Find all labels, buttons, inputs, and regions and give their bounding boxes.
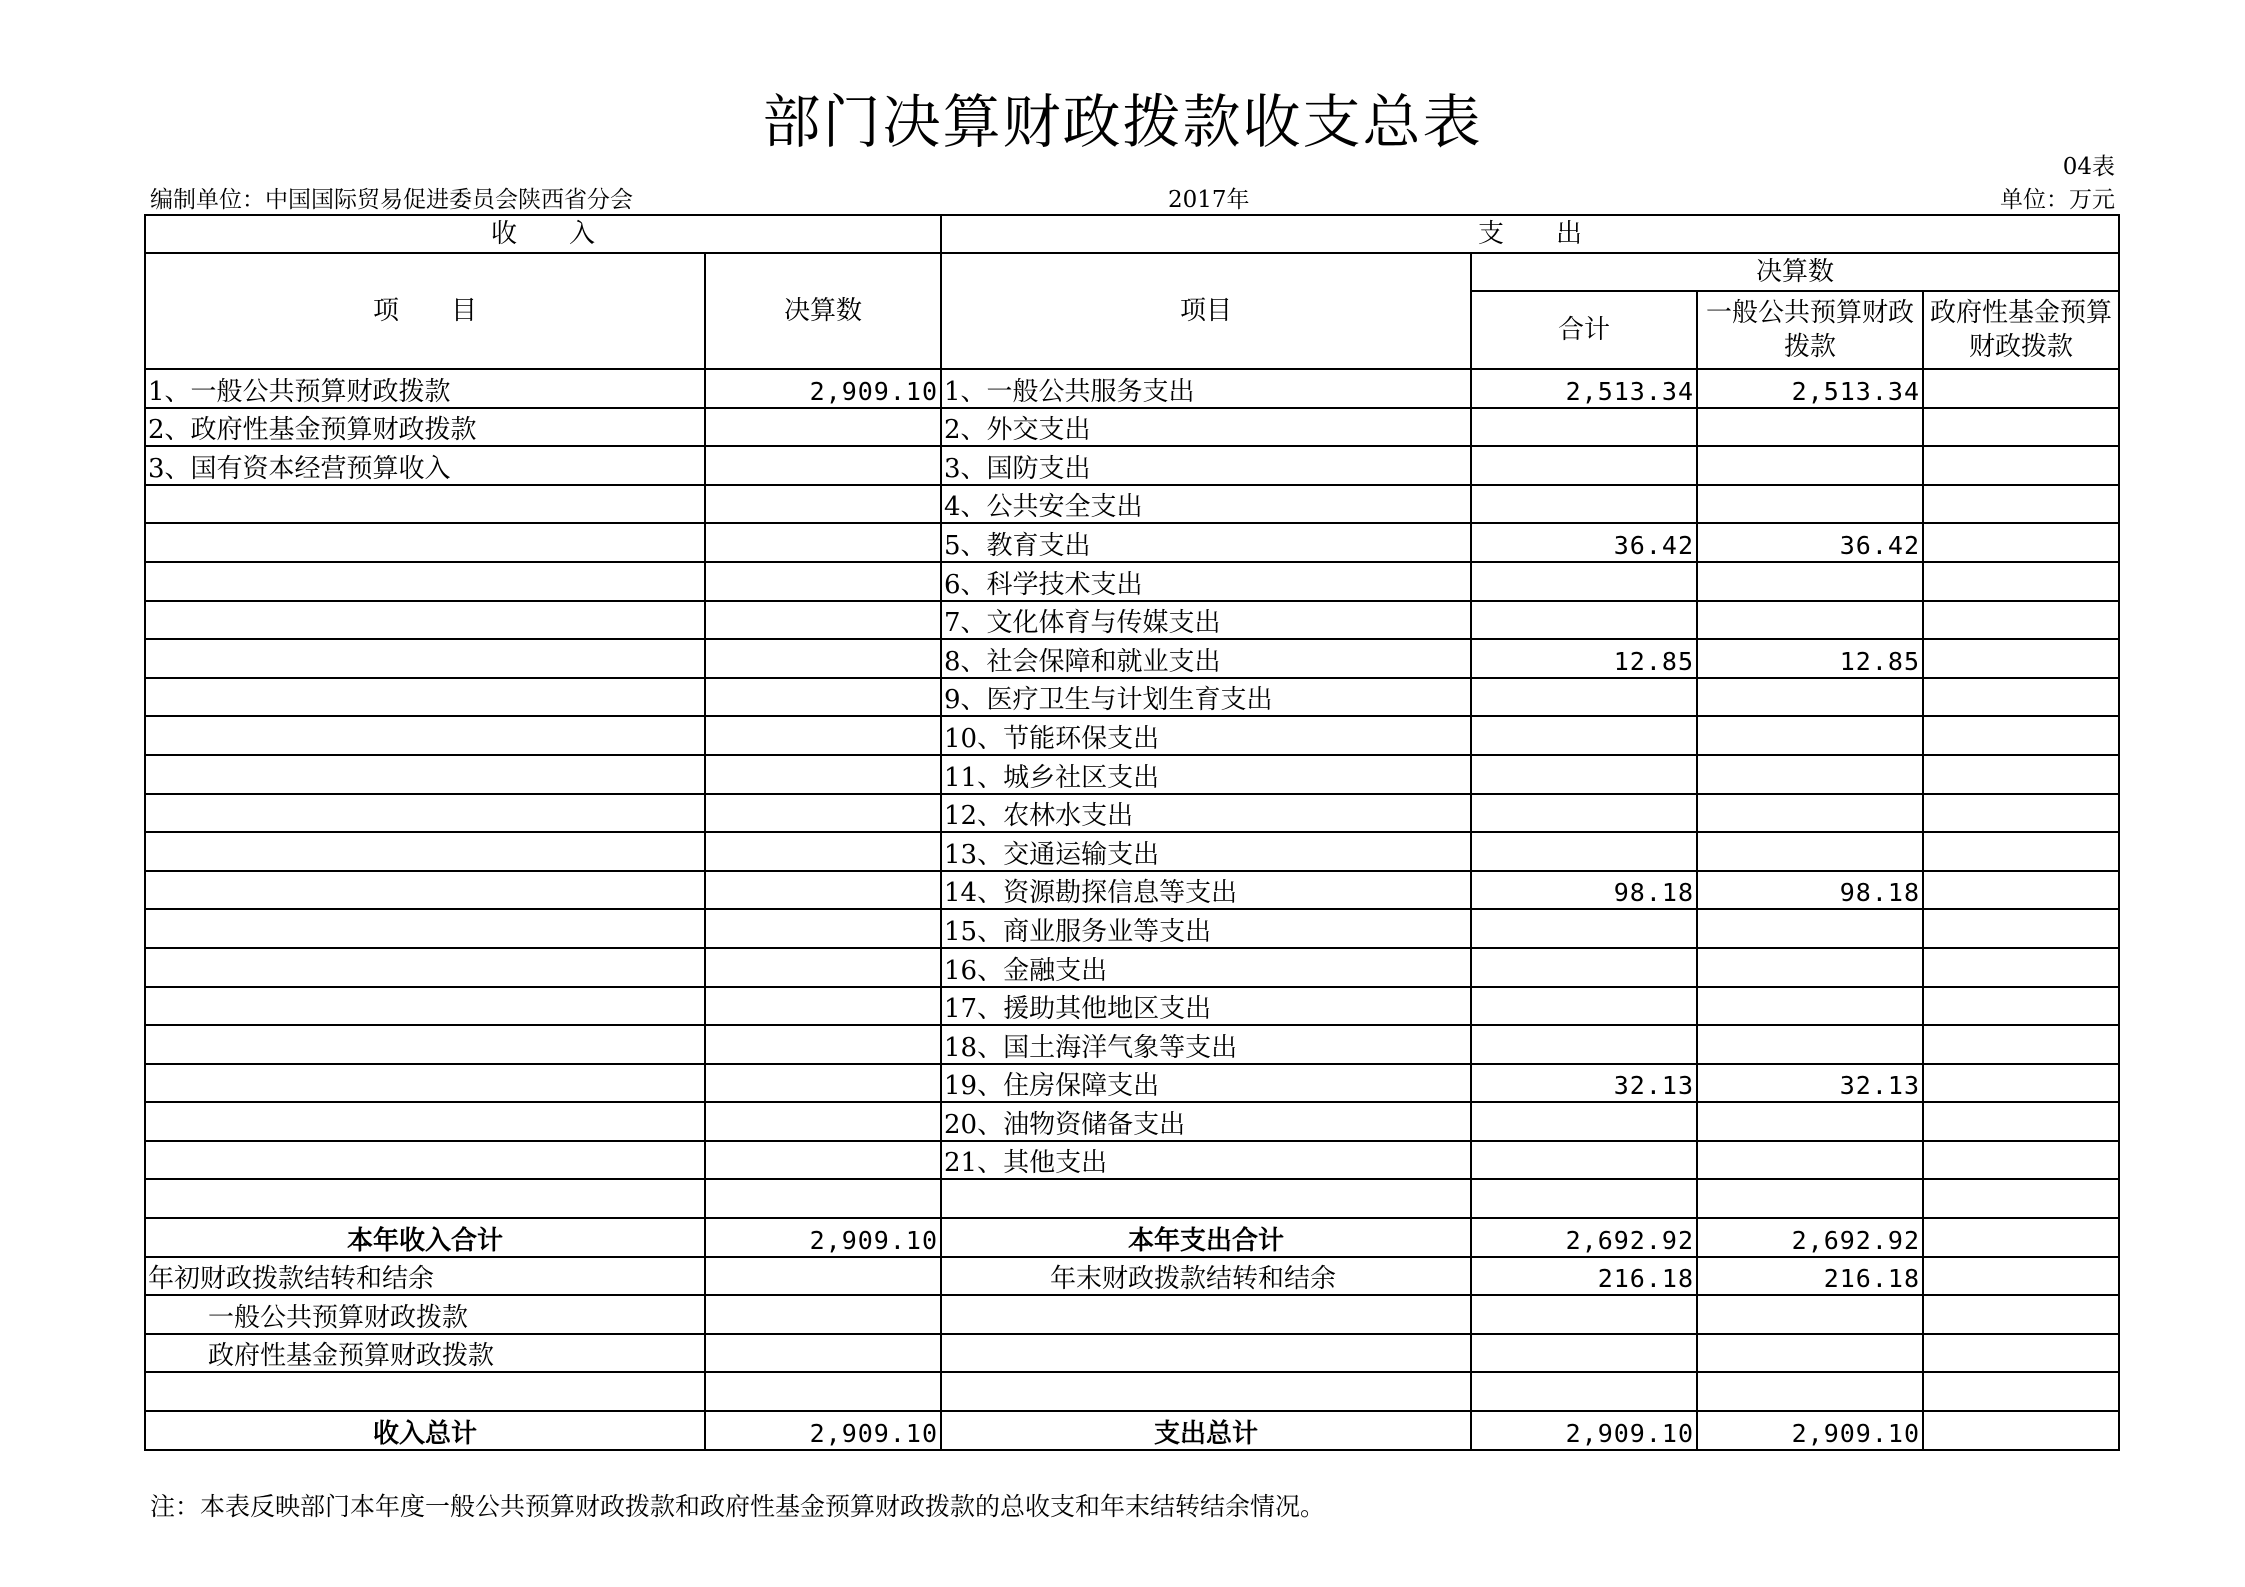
empty-cell [1697,1372,1923,1411]
carryover-fund-value [1923,1257,2119,1296]
table-row [145,1179,2119,1218]
income-item-cell [145,678,705,717]
expense-general-cell [1697,485,1923,524]
income-item-cell [145,832,705,871]
empty-cell [1697,1334,1923,1373]
expense-total-cell [1471,987,1697,1026]
expense-total-cell [1471,562,1697,601]
empty-cell [1471,1372,1697,1411]
income-item-cell [145,562,705,601]
income-value-cell [705,755,941,794]
gov-fund-header: 政府性基金预算财政拨款 [1923,291,2119,369]
carryover-sub-label: 政府性基金预算财政拨款 [145,1334,705,1373]
expense-item-cell: 18、国土海洋气象等支出 [941,1025,1471,1064]
income-item-cell [145,909,705,948]
expense-total-cell [1471,794,1697,833]
expense-item-cell: 20、油物资储备支出 [941,1102,1471,1141]
year-total-row [145,1218,2119,1257]
year-income-total-label: 本年收入合计 [145,1218,705,1257]
expense-general-cell: 32.13 [1697,1064,1923,1103]
table-row [145,1064,2119,1103]
expense-fund-cell [1923,909,2119,948]
income-value-cell [705,408,941,447]
expense-total-cell: 32.13 [1471,1064,1697,1103]
expense-general-cell: 2,513.34 [1697,369,1923,408]
income-value-cell [705,678,941,717]
income-value-cell [705,832,941,871]
expense-total-cell [1471,1102,1697,1141]
income-item-header: 项 目 [145,253,705,369]
expense-item-cell: 19、住房保障支出 [941,1064,1471,1103]
income-item-cell [145,794,705,833]
expense-item-cell: 6、科学技术支出 [941,562,1471,601]
expense-fund-cell [1923,639,2119,678]
expense-item-cell: 14、资源勘探信息等支出 [941,871,1471,910]
expense-total-cell [1471,408,1697,447]
expense-fund-cell [1923,678,2119,717]
table-row [145,485,2119,524]
income-item-cell [145,871,705,910]
carryover-row [145,1257,2119,1296]
expense-fund-cell [1923,601,2119,640]
income-value-cell [705,716,941,755]
expense-fund-cell [1923,369,2119,408]
income-item-cell [145,601,705,640]
expense-fund-cell [1923,485,2119,524]
income-item-cell [145,1025,705,1064]
carryover-general-value: 216.18 [1697,1257,1923,1296]
expense-fund-cell [1923,1141,2119,1180]
expense-total-cell [1471,1179,1697,1218]
carryover-income-label: 年初财政拨款结转和结余 [145,1257,705,1296]
empty-cell [1923,1334,2119,1373]
table-row [145,755,2119,794]
table-row [145,871,2119,910]
income-item-cell [145,523,705,562]
expense-total-cell [1471,755,1697,794]
table-row [145,716,2119,755]
expense-total-cell [1471,678,1697,717]
year-expense-general-value: 2,692.92 [1697,1218,1923,1257]
table-row [145,1141,2119,1180]
expense-item-cell: 15、商业服务业等支出 [941,909,1471,948]
income-value-cell [705,1102,941,1141]
expense-fund-cell [1923,794,2119,833]
expense-fund-cell [1923,716,2119,755]
empty-cell [1471,1295,1697,1334]
expense-total-cell: 98.18 [1471,871,1697,910]
table-row [145,948,2119,987]
expense-item-cell: 2、外交支出 [941,408,1471,447]
carryover-sub-value [705,1295,941,1334]
table-row [145,639,2119,678]
expense-general-cell [1697,987,1923,1026]
income-item-cell [145,1102,705,1141]
income-value-cell [705,485,941,524]
table-row [145,408,2119,447]
income-section-header: 收 入 [145,215,941,253]
table-row [145,987,2119,1026]
expense-fund-cell [1923,1102,2119,1141]
expense-general-cell [1697,948,1923,987]
expense-fund-cell [1923,987,2119,1026]
expense-total-cell [1471,716,1697,755]
table-row [145,909,2119,948]
expense-item-cell: 16、金融支出 [941,948,1471,987]
income-item-cell [145,948,705,987]
empty-cell [1923,1295,2119,1334]
income-value-cell [705,948,941,987]
expense-general-cell [1697,832,1923,871]
year-expense-fund-value [1923,1218,2119,1257]
empty-cell [705,1372,941,1411]
expense-item-cell: 21、其他支出 [941,1141,1471,1180]
grand-income-total-value: 2,909.10 [705,1411,941,1450]
empty-cell [941,1295,1471,1334]
empty-cell [1923,1372,2119,1411]
income-value-cell [705,601,941,640]
table-row [145,1372,2119,1411]
expense-general-cell [1697,678,1923,717]
grand-income-total-label: 收入总计 [145,1411,705,1450]
income-item-cell [145,639,705,678]
income-value-cell [705,1025,941,1064]
expense-item-cell: 8、社会保障和就业支出 [941,639,1471,678]
expense-general-cell [1697,909,1923,948]
grand-total-row [145,1411,2119,1450]
carryover-sub-row [145,1295,2119,1334]
income-value-cell: 2,909.10 [705,369,941,408]
year-income-total-value: 2,909.10 [705,1218,941,1257]
income-value-cell [705,446,941,485]
expense-general-cell: 98.18 [1697,871,1923,910]
expense-general-cell: 36.42 [1697,523,1923,562]
income-value-cell [705,1141,941,1180]
table-row [145,1025,2119,1064]
expense-fund-cell [1923,1064,2119,1103]
empty-cell [1471,1334,1697,1373]
table-row [145,678,2119,717]
expense-total-cell [1471,485,1697,524]
expense-fund-cell [1923,1025,2119,1064]
expense-general-cell [1697,794,1923,833]
table-code: 04表 [2062,154,2115,180]
empty-cell [145,1372,705,1411]
income-value-cell [705,794,941,833]
income-value-cell [705,871,941,910]
expense-fund-cell [1923,871,2119,910]
expense-item-cell: 13、交通运输支出 [941,832,1471,871]
income-item-cell [145,1141,705,1180]
income-item-cell [145,716,705,755]
expense-total-cell [1471,909,1697,948]
expense-total-cell [1471,832,1697,871]
expense-fund-cell [1923,832,2119,871]
footnote: 注：本表反映部门本年度一般公共预算财政拨款和政府性基金预算财政拨款的总收支和年末结转结余情况。 [150,1492,1326,1521]
year-expense-total-label: 本年支出合计 [941,1218,1471,1257]
expense-general-cell [1697,1179,1923,1218]
table-row [145,446,2119,485]
expense-general-cell: 12.85 [1697,639,1923,678]
expense-general-cell [1697,755,1923,794]
income-item-cell: 3、国有资本经营预算收入 [145,446,705,485]
expense-total-cell [1471,446,1697,485]
expense-item-cell: 1、一般公共服务支出 [941,369,1471,408]
page-title: 部门决算财政拨款收支总表 [762,88,1483,156]
expense-item-cell: 12、农林水支出 [941,794,1471,833]
table-row [145,562,2119,601]
expense-item-cell: 3、国防支出 [941,446,1471,485]
carryover-sub-label: 一般公共预算财政拨款 [145,1295,705,1334]
table-row [145,369,2119,408]
expense-general-cell [1697,716,1923,755]
grand-expense-general-value: 2,909.10 [1697,1411,1923,1450]
expense-total-cell [1471,948,1697,987]
income-item-cell [145,485,705,524]
grand-expense-total-value: 2,909.10 [1471,1411,1697,1450]
table-row [145,601,2119,640]
income-value-cell [705,1179,941,1218]
expense-general-cell [1697,1025,1923,1064]
table-row [145,832,2119,871]
expense-section-header: 支 出 [941,215,2119,253]
expense-fund-cell [1923,1179,2119,1218]
expense-item-cell: 5、教育支出 [941,523,1471,562]
expense-fund-cell [1923,408,2119,447]
expense-fund-cell [1923,446,2119,485]
table-row [145,794,2119,833]
budget-table [144,214,2120,1451]
empty-cell [1697,1295,1923,1334]
carryover-income-value [705,1257,941,1296]
expense-total-cell [1471,1141,1697,1180]
general-budget-header: 一般公共预算财政拨款 [1697,291,1923,369]
expense-total-cell: 12.85 [1471,639,1697,678]
income-value-cell [705,1064,941,1103]
expense-general-cell [1697,1141,1923,1180]
expense-general-cell [1697,408,1923,447]
expense-total-cell [1471,601,1697,640]
income-value-cell [705,909,941,948]
carryover-sub-value [705,1334,941,1373]
expense-fund-cell [1923,523,2119,562]
expense-total-cell [1471,1025,1697,1064]
grand-expense-total-label: 支出总计 [941,1411,1471,1450]
compiler-unit: 编制单位：中国国际贸易促进委员会陕西省分会 [150,187,633,213]
expense-item-cell: 7、文化体育与传媒支出 [941,601,1471,640]
expense-fund-cell [1923,948,2119,987]
expense-item-cell: 4、公共安全支出 [941,485,1471,524]
expense-item-cell: 17、援助其他地区支出 [941,987,1471,1026]
income-value-cell [705,639,941,678]
table-row [145,523,2119,562]
expense-fund-cell [1923,562,2119,601]
expense-general-cell [1697,446,1923,485]
carryover-sub-row [145,1334,2119,1373]
expense-total-cell: 36.42 [1471,523,1697,562]
income-item-cell: 1、一般公共预算财政拨款 [145,369,705,408]
expense-item-cell: 9、医疗卫生与计划生育支出 [941,678,1471,717]
income-item-cell: 2、政府性基金预算财政拨款 [145,408,705,447]
final-amount-group-header: 决算数 [1471,253,2119,291]
income-amount-header: 决算数 [705,253,941,369]
income-value-cell [705,987,941,1026]
table-row [145,1102,2119,1141]
income-item-cell [145,987,705,1026]
total-header: 合计 [1471,291,1697,369]
grand-expense-fund-value [1923,1411,2119,1450]
empty-cell [941,1372,1471,1411]
empty-cell [941,1334,1471,1373]
carryover-total-value: 216.18 [1471,1257,1697,1296]
report-year: 2017年 [1168,187,1250,213]
expense-item-cell: 10、节能环保支出 [941,716,1471,755]
expense-fund-cell [1923,755,2119,794]
expense-general-cell [1697,601,1923,640]
expense-item-header: 项目 [941,253,1471,369]
income-item-cell [145,1179,705,1218]
year-expense-total-value: 2,692.92 [1471,1218,1697,1257]
expense-general-cell [1697,562,1923,601]
income-item-cell [145,1064,705,1103]
income-item-cell [145,755,705,794]
currency-unit: 单位：万元 [2000,187,2115,213]
expense-total-cell: 2,513.34 [1471,369,1697,408]
carryover-expense-label: 年末财政拨款结转和结余 [941,1257,1471,1296]
income-value-cell [705,523,941,562]
expense-item-cell [941,1179,1471,1218]
expense-item-cell: 11、城乡社区支出 [941,755,1471,794]
expense-general-cell [1697,1102,1923,1141]
income-value-cell [705,562,941,601]
